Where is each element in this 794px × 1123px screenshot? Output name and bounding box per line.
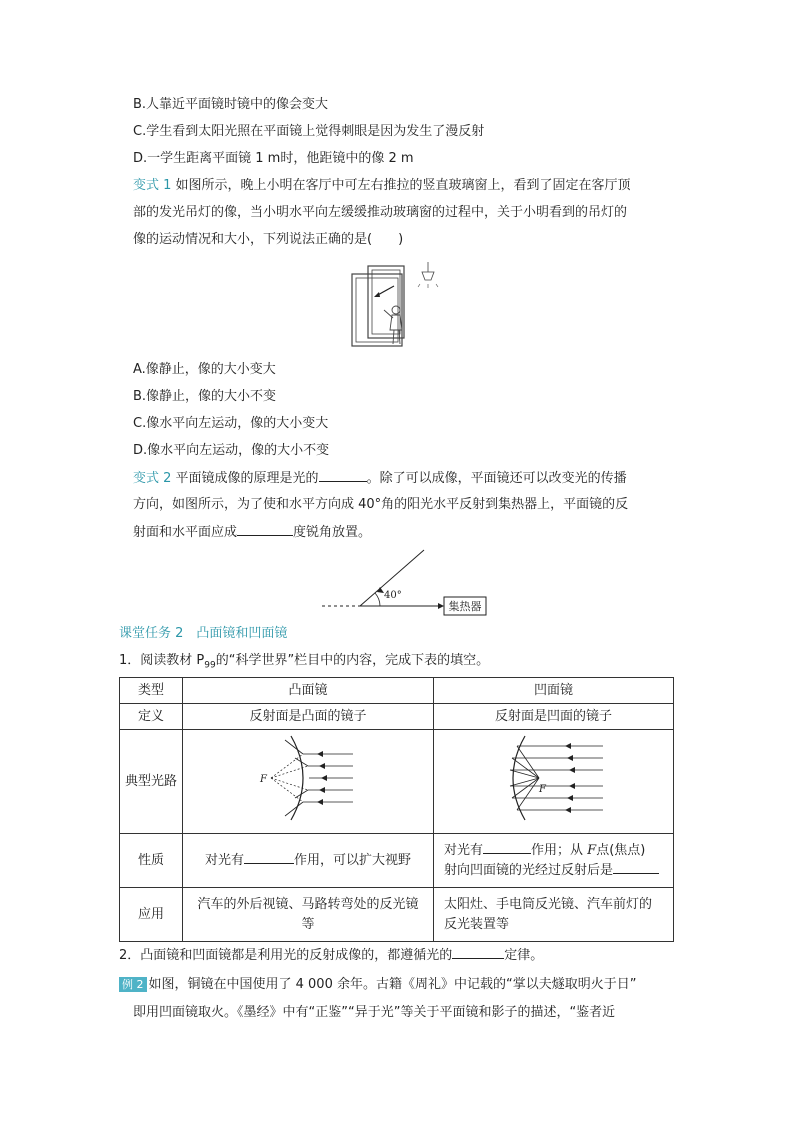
concave-nature-d: 点(焦点) (596, 842, 646, 858)
option-d: D.一学生距离平面镜 1 m时，他距镜中的像 2 m (133, 151, 414, 166)
table-header-row (120, 678, 674, 704)
table-cell: 定义 (120, 704, 183, 730)
variant2-text3b: 度锐角放置。 (293, 525, 372, 540)
table-cell (434, 888, 674, 942)
variant1-line2: 部的发光吊灯的像，当小明水平向左缓缓推动玻璃窗的过程中，关于小明看到的吊灯的 (133, 205, 628, 220)
convex-nature-b: 作用，可以扩大视野 (294, 852, 412, 868)
table-cell: 性质 (120, 834, 183, 888)
variant1-option-c: C.像水平向左运动，像的大小变大 (133, 416, 329, 431)
answer-blank[interactable] (319, 469, 367, 482)
variant1-text1: 如图所示，晚上小明在客厅中可左右推拉的竖直玻璃窗上，看到了固定在客厅顶 (175, 178, 631, 193)
table-cell (434, 834, 674, 888)
table-header: 类型 (120, 678, 183, 704)
concave-nature-a: 对光有 (444, 842, 484, 858)
item2-b: 定律。 (504, 948, 544, 963)
variant1-option-b: B.像静止，像的大小不变 (133, 389, 277, 404)
answer-blank[interactable] (237, 523, 293, 536)
concave-diagram-cell (434, 730, 674, 834)
window-figure (348, 258, 444, 354)
concave-nature-e: 射向凹面镜的光经过反射后是 (444, 862, 614, 878)
task2-heading: 课堂任务 2 凸面镜和凹面镜 (119, 626, 288, 641)
variant1-option-a: A.像静止，像的大小变大 (133, 362, 276, 377)
concave-nature-b: 作用；从 (531, 842, 588, 858)
convex-nature-a: 对光有 (204, 852, 244, 868)
variant2-line3 (133, 523, 371, 542)
convex-app-2: 等 (301, 916, 315, 932)
focus-label: F (260, 774, 267, 785)
variant2-line1 (133, 469, 627, 488)
variant2-tag: 变式 2 (133, 471, 172, 486)
variant1-line1 (133, 177, 631, 195)
reflection-diagram (318, 546, 490, 616)
answer-blank[interactable] (244, 851, 294, 864)
table-row (120, 730, 674, 834)
option-c: C.学生看到太阳光照在平面镜上觉得刺眼是因为发生了漫反射 (133, 124, 485, 139)
option-b: B.人靠近平面镜时镜中的像会变大 (133, 97, 329, 112)
table-header: 凸面镜 (183, 678, 434, 704)
table-cell (183, 888, 434, 942)
table-cell: 典型光路 (120, 730, 183, 834)
angle-arc (375, 593, 380, 606)
collector-label: 集热器 (448, 600, 482, 613)
table-row (120, 704, 674, 730)
table-cell: 应用 (120, 888, 183, 942)
task2-item1-b: 的“科学世界”栏目中的内容，完成下表的填空。 (215, 653, 490, 668)
mirror-table (119, 677, 674, 942)
task2-item1 (119, 652, 489, 675)
table-cell (183, 834, 434, 888)
example2-tag: 例 2 (119, 977, 147, 992)
answer-blank[interactable] (483, 841, 531, 854)
task2-item1-sub: 99 (204, 660, 216, 671)
focus-label: F (538, 784, 546, 795)
example2-text1: 如图，铜镜在中国使用了 4 000 余年。古籍《周礼》中记载的“掌以夫燧取明火于日” (148, 977, 637, 992)
convex-app-1: 汽车的外后视镜、马路转弯处的反光镜 (197, 896, 419, 912)
angle-label: 40° (384, 590, 402, 601)
table-cell: 反射面是凸面的镜子 (183, 704, 434, 730)
answer-blank[interactable] (452, 946, 504, 959)
table-header: 凹面镜 (434, 678, 674, 704)
task2-item1-a: 1．阅读教材 P (119, 653, 205, 668)
variant1-tag: 变式 1 (133, 178, 172, 193)
concave-app-1: 太阳灶、手电筒反光镜、汽车前灯的 (444, 896, 653, 912)
example2-line2: 即用凹面镜取火。《墨经》中有“正鉴”“异于光”等关于平面镜和影子的描述，“鉴者近 (133, 1005, 616, 1020)
variant2-line2: 方向，如图所示，为了使和水平方向成 40°角的阳光水平反射到集热器上，平面镜的反 (133, 497, 629, 512)
concave-nature-f: F (587, 842, 597, 858)
table-cell: 反射面是凹面的镜子 (434, 704, 674, 730)
variant2-text3a: 射面和水平面应成 (133, 525, 238, 540)
answer-blank[interactable] (613, 861, 659, 874)
item2-line (119, 946, 543, 965)
variant2-text1b: 。除了可以成像，平面镜还可以改变光的传播 (366, 471, 627, 486)
convex-diagram-cell (183, 730, 434, 834)
variant2-text1a: 平面镜成像的原理是光的 (175, 471, 319, 486)
concave-app-2: 反光装置等 (444, 916, 510, 932)
item2-a: 2．凸面镜和凹面镜都是利用光的反射成像的，都遵循光的 (119, 948, 453, 963)
variant1-option-d: D.像水平向左运动，像的大小不变 (133, 443, 330, 458)
child-figure (392, 306, 400, 314)
example2-line1 (119, 976, 636, 994)
convex-mirror-diagram (253, 732, 363, 824)
lamp-icon (422, 272, 434, 280)
concave-mirror-diagram (499, 732, 609, 824)
variant1-line3: 像的运动情况和大小，下列说法正确的是( ) (133, 232, 404, 247)
table-row (120, 888, 674, 942)
table-row (120, 834, 674, 888)
